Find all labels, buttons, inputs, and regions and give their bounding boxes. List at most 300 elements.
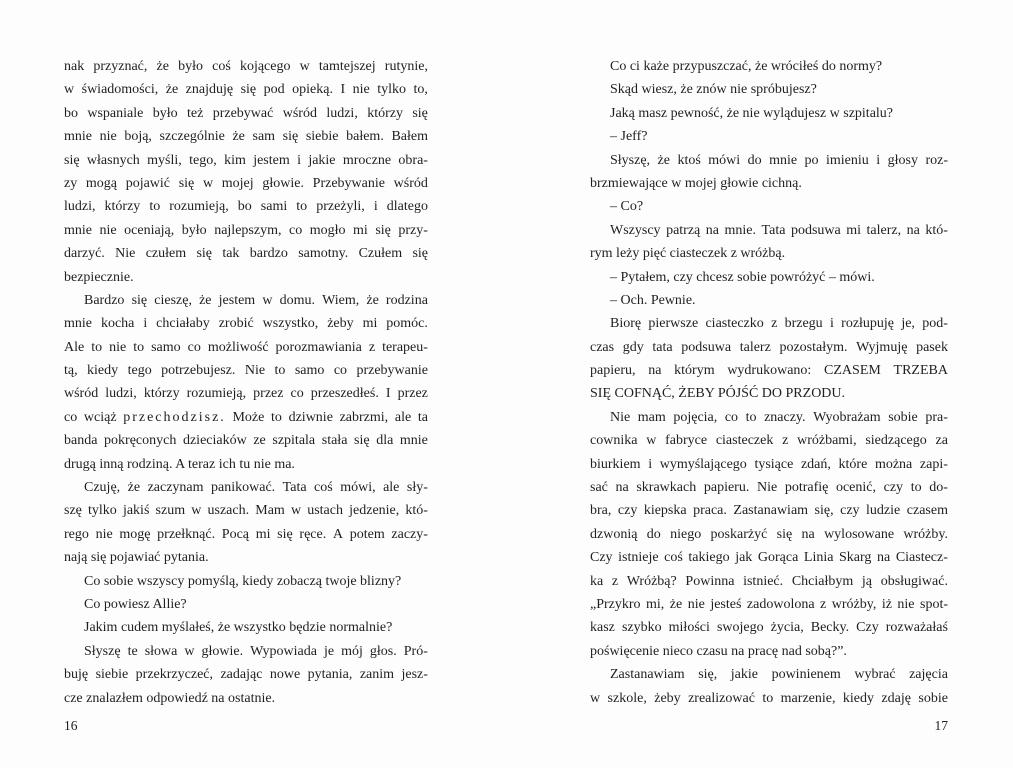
word: najlepszym, xyxy=(214,222,282,238)
word: chciałaby xyxy=(156,316,210,332)
word: przechodzisz. xyxy=(123,409,226,425)
text-line xyxy=(64,687,428,710)
word: szum xyxy=(155,503,186,519)
word: zaczy- xyxy=(391,526,428,542)
word: podsuwa xyxy=(681,339,732,355)
word: głowie. xyxy=(201,643,244,659)
text-line xyxy=(590,219,948,242)
text-segment: drugą inną rodziną. A teraz ich tu nie ma. xyxy=(64,456,295,472)
word: się xyxy=(282,129,299,145)
word: wymyślającego xyxy=(659,456,747,472)
word: kiepska xyxy=(643,503,687,519)
word: do xyxy=(646,526,661,542)
word: z xyxy=(611,573,619,589)
word: w xyxy=(590,690,601,706)
word: samo xyxy=(151,339,181,355)
word: wśród xyxy=(393,175,428,191)
word: sobie xyxy=(918,690,948,706)
word: jedzenie, xyxy=(349,503,400,519)
word: że xyxy=(165,82,179,98)
word: kim xyxy=(224,152,246,168)
word: ludzi, xyxy=(105,386,137,402)
text-line xyxy=(64,55,428,78)
text-segment: – Pytałem, czy chcesz sobie powróżyć – mówi. xyxy=(610,269,875,285)
text-line xyxy=(590,687,948,710)
word: własnych xyxy=(86,152,140,168)
word: znajduję xyxy=(185,82,234,98)
text-line xyxy=(64,406,428,429)
text-line xyxy=(590,242,948,265)
word: którym xyxy=(674,363,715,379)
word: pojęcia, xyxy=(673,409,718,425)
word: wróżby. xyxy=(903,526,948,542)
word: talerz, xyxy=(866,222,902,238)
word: jestem xyxy=(218,292,256,308)
word: to xyxy=(762,690,774,706)
word: to xyxy=(91,339,103,355)
word: też xyxy=(187,105,204,121)
text-line xyxy=(590,78,948,101)
word: nak xyxy=(64,59,85,74)
word: i xyxy=(297,152,301,168)
text-segment: – Och. Pewnie. xyxy=(610,292,696,308)
word: że xyxy=(232,129,245,145)
word: boją, xyxy=(124,129,152,145)
text-line xyxy=(64,149,428,172)
word: ludzi, xyxy=(326,105,358,121)
word: roz- xyxy=(925,152,948,168)
word: TRZEBA xyxy=(893,363,948,379)
word: którzy xyxy=(104,199,141,215)
word: Ale xyxy=(64,339,85,355)
word: któ- xyxy=(405,503,428,519)
word: wszystko, xyxy=(262,316,319,332)
word: co xyxy=(333,363,348,379)
word: pytania, xyxy=(307,667,353,683)
word: rozważałaś xyxy=(885,620,948,636)
word: i xyxy=(648,456,653,472)
word: tysiące xyxy=(754,456,794,472)
word: poskarżyć xyxy=(710,526,768,542)
text-line xyxy=(590,429,948,452)
word: sami xyxy=(260,199,288,215)
word: ze xyxy=(253,433,266,449)
word: tego, xyxy=(189,152,217,168)
text-segment: brzmiewające w mojej głowie cichną. xyxy=(590,175,802,191)
word: to, xyxy=(413,82,428,98)
word: którzy xyxy=(367,105,403,121)
word: czas xyxy=(590,339,615,355)
text-line xyxy=(64,546,428,569)
word: swojego xyxy=(716,620,764,636)
word: terapeu- xyxy=(382,339,428,355)
text-line xyxy=(590,125,948,148)
word: szczególnie xyxy=(159,129,225,145)
word: tylko xyxy=(88,503,117,519)
text-segment: Co powiesz Allie? xyxy=(84,596,187,612)
word: fabryce xyxy=(665,433,708,449)
word: pierwsze xyxy=(648,316,699,332)
word: mnie xyxy=(64,222,92,238)
word: Czułem xyxy=(358,246,403,262)
word: domu. xyxy=(279,292,315,308)
word: potrafię xyxy=(784,480,829,496)
word: sam xyxy=(252,129,276,145)
text-line xyxy=(590,570,948,593)
word: głosy xyxy=(887,152,918,168)
text-line xyxy=(64,242,428,265)
word: Gorąca xyxy=(757,550,799,566)
word: Wszyscy xyxy=(610,222,661,238)
word: się xyxy=(196,246,212,262)
word: Tata xyxy=(761,222,786,238)
word: mroczne xyxy=(342,152,392,168)
word: nie xyxy=(109,339,127,355)
word: w xyxy=(299,59,310,74)
word: zrealizować xyxy=(688,690,755,706)
word: mam xyxy=(637,409,666,425)
word: papieru. xyxy=(703,480,750,496)
text-segment: Co ci każe przypuszczać, że wróciłeś do normy? xyxy=(610,59,883,74)
word: do xyxy=(747,152,762,168)
text-segment: Jakim cudem myślałeś, że wszystko będzie normalnie? xyxy=(84,620,393,636)
word: na xyxy=(877,550,891,566)
text-line xyxy=(64,172,428,195)
word: pomóc. xyxy=(386,316,428,332)
word: skrawkach xyxy=(636,480,697,496)
word: nie xyxy=(352,82,370,98)
word: po xyxy=(804,152,819,168)
word: co xyxy=(64,409,78,425)
text-segment: Co sobie wszyscy pomyślą, kiedy zobaczą twoje blizny? xyxy=(84,573,402,589)
word: ocenić, xyxy=(835,480,876,496)
word: obsługiwać. xyxy=(880,573,948,589)
word: to xyxy=(271,409,282,425)
word: cownika xyxy=(590,433,638,449)
word: w xyxy=(184,643,195,659)
word: z xyxy=(782,433,789,449)
word: z xyxy=(771,316,778,332)
word: głos. xyxy=(369,643,397,659)
text-line xyxy=(64,663,428,686)
word: dzieciaków xyxy=(182,433,247,449)
word: siebie xyxy=(95,667,129,683)
word: że xyxy=(156,59,169,74)
word: to xyxy=(296,199,308,215)
word: coś xyxy=(212,59,231,74)
word: się xyxy=(178,175,195,191)
word: bo xyxy=(64,105,78,121)
text-line xyxy=(64,359,428,382)
text-line xyxy=(64,429,428,452)
word: mogło xyxy=(309,222,346,238)
text-line xyxy=(590,336,948,359)
word: potrzebujesz. xyxy=(161,363,236,379)
text-line xyxy=(64,570,428,593)
word: zabrzmi, xyxy=(339,409,389,425)
word: kojącego xyxy=(239,59,291,74)
word: Nie xyxy=(115,246,136,262)
word: się xyxy=(776,526,793,542)
word: Zastanawiam xyxy=(610,667,685,683)
word: brzegu xyxy=(784,316,823,332)
text-segment: SIĘ COFNĄĆ, ŻEBY PÓJŚĆ DO PRZODU. xyxy=(590,386,846,402)
word: „Przykro xyxy=(590,596,641,612)
word: papieru, xyxy=(590,363,636,379)
word: jakie xyxy=(308,152,336,168)
word: to xyxy=(274,363,286,379)
word: szybko xyxy=(621,620,662,636)
text-line xyxy=(590,195,948,218)
word: zadowolona xyxy=(746,596,815,612)
word: Słyszę xyxy=(84,643,121,659)
text-segment: cze znalazłem odpowiedź na ostatnie. xyxy=(64,690,276,706)
text-segment: Jaką masz pewność, że nie wylądujesz w szpitalu? xyxy=(610,105,894,121)
word: się xyxy=(277,526,293,542)
word: mi, xyxy=(646,596,665,612)
word: Czy xyxy=(856,620,879,636)
text-line xyxy=(64,499,428,522)
word: zapi- xyxy=(919,456,948,472)
text-line xyxy=(64,219,428,242)
word: na xyxy=(906,222,920,238)
word: na xyxy=(648,363,662,379)
word: jakiś xyxy=(122,503,150,519)
word: jesteś xyxy=(710,596,742,612)
word: co xyxy=(290,386,304,402)
word: co xyxy=(187,339,201,355)
word: rodzina xyxy=(385,292,428,308)
word: przekrzyczeć, xyxy=(135,667,213,683)
word: ręce. xyxy=(299,526,327,542)
word: do- xyxy=(929,480,948,496)
word: siedzącego xyxy=(865,433,927,449)
word: je xyxy=(323,643,335,659)
word: co xyxy=(288,222,303,238)
word: zajęcia xyxy=(909,667,948,683)
text-line xyxy=(64,616,428,639)
word: zy xyxy=(64,175,78,191)
word: coś xyxy=(664,550,683,566)
word: bo xyxy=(237,199,252,215)
word: Skarg xyxy=(839,550,872,566)
word: mnie xyxy=(399,433,428,449)
word: Becky. xyxy=(810,620,850,636)
word: bardzo xyxy=(249,246,288,262)
word: i xyxy=(143,316,148,332)
word: się xyxy=(412,105,428,121)
word: można xyxy=(874,456,913,472)
word: zadając xyxy=(220,667,263,683)
word: gdy xyxy=(622,339,644,355)
text-line xyxy=(590,453,948,476)
word: kasz xyxy=(590,620,615,636)
word: kocha xyxy=(100,316,135,332)
word: panikować. xyxy=(211,480,276,496)
word: powinienem xyxy=(771,667,841,683)
text-line xyxy=(64,453,428,476)
word: przez xyxy=(253,386,284,402)
word: Powinna xyxy=(685,573,735,589)
word: to xyxy=(133,339,145,355)
text-line xyxy=(590,55,948,78)
text-line xyxy=(590,266,948,289)
word: nowe xyxy=(269,667,301,683)
word: się xyxy=(375,222,391,238)
word: wylosowane xyxy=(824,526,895,542)
word: w xyxy=(290,503,302,519)
word: zdań, xyxy=(800,456,831,472)
text-segment: bezpiecznie. xyxy=(64,269,134,285)
word: samotny. xyxy=(298,246,349,262)
word: wspaniale xyxy=(87,105,144,121)
word: Zastanawiam xyxy=(733,503,809,519)
word: mówi xyxy=(708,152,741,168)
word: mnie xyxy=(769,152,798,168)
word: Bałem xyxy=(391,129,428,145)
word: słowa xyxy=(144,643,178,659)
word: Wiem, xyxy=(322,292,360,308)
word: samo xyxy=(294,363,325,379)
word: myśli, xyxy=(147,152,182,168)
word: kiedy xyxy=(87,363,119,379)
word: Mam xyxy=(255,503,285,519)
text-segment: rym leży pięć ciasteczek z wróżbą. xyxy=(590,246,786,262)
word: świadomości, xyxy=(81,82,159,98)
word: mnie. xyxy=(724,222,757,238)
word: w xyxy=(202,175,214,191)
word: dlatego xyxy=(386,199,428,215)
word: wróżby, xyxy=(831,596,877,612)
word: się xyxy=(354,433,370,449)
word: ktoś xyxy=(677,152,701,168)
word: iż xyxy=(881,596,892,612)
word: w xyxy=(262,292,273,308)
word: Linia xyxy=(803,550,834,566)
word: potem xyxy=(349,526,385,542)
page-number-right: 17 xyxy=(934,718,948,733)
word: i xyxy=(373,199,378,215)
word: na xyxy=(615,480,629,496)
word: siebie xyxy=(305,129,339,145)
text-line xyxy=(590,382,948,405)
text-segment: Skąd wiesz, że znów nie spróbujesz? xyxy=(610,82,817,98)
word: czy xyxy=(617,503,638,519)
word: I xyxy=(385,386,391,402)
word: czy xyxy=(840,503,860,519)
word: w xyxy=(646,433,657,449)
word: rutynie, xyxy=(384,59,428,74)
word: któ- xyxy=(925,222,948,238)
word: mnie xyxy=(64,129,92,145)
text-line xyxy=(590,616,948,639)
word: oceniają, xyxy=(124,222,175,238)
word: jestem xyxy=(253,152,290,168)
word: się xyxy=(131,292,148,308)
word: bra, xyxy=(590,503,612,519)
word: mi xyxy=(353,222,368,238)
text-line xyxy=(590,312,948,335)
word: które xyxy=(838,456,868,472)
word: rozumieją, xyxy=(169,199,229,215)
word: na xyxy=(705,222,719,238)
word: przeżyli, xyxy=(316,199,365,215)
word: pozostałym. xyxy=(779,339,848,355)
word: sły- xyxy=(406,480,428,496)
word: co xyxy=(724,409,739,425)
word: że xyxy=(657,152,670,168)
word: nie xyxy=(687,596,705,612)
word: talerz xyxy=(739,339,771,355)
word: te xyxy=(127,643,138,659)
word: się xyxy=(64,152,80,168)
word: przełknąć. xyxy=(157,526,216,542)
word: to xyxy=(149,199,161,215)
word: przeszedłeś. xyxy=(310,386,379,402)
word: nie xyxy=(99,129,117,145)
word: tata xyxy=(652,339,673,355)
word: się, xyxy=(698,667,718,683)
word: znaczy. xyxy=(764,409,806,425)
text-line xyxy=(64,336,428,359)
word: było xyxy=(178,59,203,74)
word: istnieje xyxy=(618,550,659,566)
word: buję xyxy=(64,667,89,683)
word: że xyxy=(669,596,683,612)
word: Ciastecz- xyxy=(895,550,948,566)
text-segment: – Co? xyxy=(610,199,644,215)
word: pojawić xyxy=(125,175,171,191)
word: mnie xyxy=(64,316,92,332)
word: się xyxy=(412,246,428,262)
word: czułem xyxy=(145,246,187,262)
word: przyznać, xyxy=(93,59,148,74)
word: jak xyxy=(735,550,753,566)
word: mi xyxy=(362,316,378,332)
word: bałem. xyxy=(346,129,384,145)
word: szkole, xyxy=(607,690,647,706)
word: cieszę, xyxy=(154,292,192,308)
word: szpitala xyxy=(272,433,316,449)
word: spot- xyxy=(920,596,948,612)
word: było xyxy=(152,105,178,121)
word: i xyxy=(876,152,881,168)
word: że xyxy=(199,292,212,308)
word: wśród xyxy=(282,105,317,121)
text-line xyxy=(64,195,428,218)
word: życia, xyxy=(770,620,804,636)
word: I xyxy=(340,82,346,98)
word: wciąż xyxy=(83,409,117,425)
word: coś xyxy=(314,480,333,496)
word: się xyxy=(240,82,257,98)
word: przebywanie xyxy=(356,363,428,379)
word: którzy xyxy=(143,386,180,402)
text-line xyxy=(64,640,428,663)
word: dla xyxy=(376,433,394,449)
word: pra- xyxy=(925,409,948,425)
word: tak xyxy=(222,246,240,262)
text-line xyxy=(64,312,428,335)
word: zanim xyxy=(359,667,395,683)
word: darzyć. xyxy=(64,246,105,262)
word: Pró- xyxy=(403,643,428,659)
text-line xyxy=(64,476,428,499)
word: to xyxy=(910,480,922,496)
word: porozmawiania xyxy=(275,339,362,355)
word: Chciałbym xyxy=(791,573,854,589)
word: opieką. xyxy=(292,82,333,98)
